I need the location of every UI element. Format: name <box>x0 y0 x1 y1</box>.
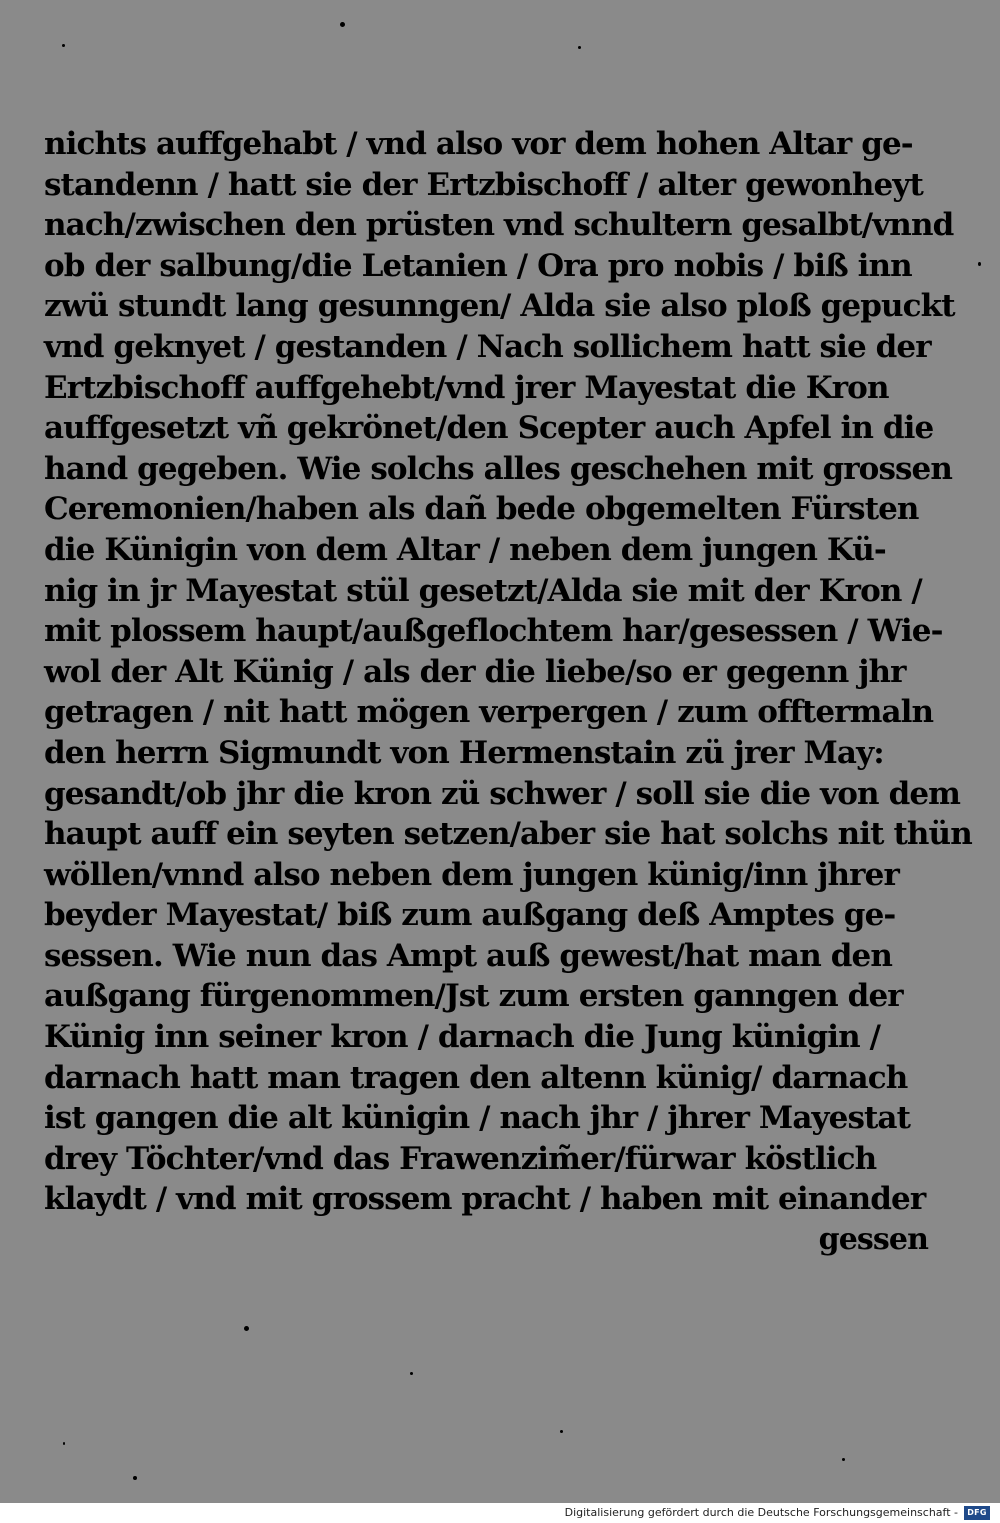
text-line: ist gangen die alt künigin / nach jhr / jhrer Mayestat <box>44 1100 911 1137</box>
catchword: gessen <box>818 1222 928 1258</box>
text-line: haupt auff ein seyten setzen/aber sie hat solchs nit thün <box>44 816 972 853</box>
text-line: wol der Alt Künig / als der die liebe/so er gegenn jhr <box>44 653 906 690</box>
text-line: ob der salbung/die Letanien / Ora pro nobis / biß inn <box>44 247 912 284</box>
scan-speck <box>244 1326 249 1331</box>
text-line: gesandt/ob jhr die kron zü schwer / soll sie die von dem <box>44 775 961 812</box>
dfg-logo: DFG <box>964 1506 990 1520</box>
text-line: hand gegeben. Wie solchs alles geschehen mit grossen <box>44 450 953 487</box>
text-line: außgang fürgenommen/Jst zum ersten ganngen der <box>44 978 903 1015</box>
text-line: nig in jr Mayestat stül gesetzt/Alda sie mit der Kron / <box>44 572 922 609</box>
scan-speck <box>410 1372 413 1375</box>
scan-speck <box>560 1430 563 1433</box>
scan-speck <box>578 46 581 49</box>
text-line: standenn / hatt sie der Ertzbischoff / alter gewonheyt <box>44 166 923 203</box>
body-text <box>44 124 972 1261</box>
text-line: zwü stundt lang gesunngen/ Alda sie also ploß gepuckt <box>44 288 955 325</box>
text-line: den herrn Sigmundt von Hermenstain zü jrer May: <box>44 734 884 771</box>
text-line: Ceremonien/haben als dañ bede obgemelten Fürsten <box>44 491 919 528</box>
text-line: vnd geknyet / gestanden / Nach sollichem hatt sie der <box>44 328 931 365</box>
text-line: die Künigin von dem Altar / neben dem jungen Kü- <box>44 531 886 568</box>
text-line: klaydt / vnd mit grossem pracht / haben mit einander <box>44 1181 926 1218</box>
text-line: Künig inn seiner kron / darnach die Jung künigin / <box>44 1019 881 1056</box>
text-line: wöllen/vnnd also neben dem jungen künig/inn jhrer <box>44 856 899 893</box>
footer-bar <box>0 1503 1000 1523</box>
scan-speck <box>340 22 345 27</box>
text-line: mit plossem haupt/außgeflochtem har/gesessen / Wie- <box>44 613 943 650</box>
text-line: beyder Mayestat/ biß zum außgang deß Amptes ge- <box>44 897 896 934</box>
text-line: nach/zwischen den prüsten vnd schultern gesalbt/vnnd <box>44 207 954 244</box>
funding-credit: Digitalisierung gefördert durch die Deutsche Forschungsgemeinschaft - <box>564 1506 958 1519</box>
scan-speck <box>63 1442 65 1445</box>
text-line: Ertzbischoff auffgehebt/vnd jrer Mayestat die Kron <box>44 369 889 406</box>
text-line: drey Töchter/vnd das Frawenzim̃er/fürwar köstlich <box>44 1140 877 1177</box>
scan-speck <box>978 262 981 266</box>
scan-speck <box>842 1458 845 1461</box>
text-line: nichts auffgehabt / vnd also vor dem hohen Altar ge- <box>44 126 913 162</box>
scan-speck <box>62 44 65 47</box>
scan-speck <box>133 1476 137 1480</box>
text-line: getragen / nit hatt mögen verpergen / zum offtermaln <box>44 694 934 731</box>
text-line: darnach hatt man tragen den altenn künig/ darnach <box>44 1059 908 1096</box>
text-line: auffgesetzt vñ gekrönet/den Scepter auch Apfel in die <box>44 410 934 447</box>
text-line: sessen. Wie nun das Ampt auß gewest/hat man den <box>44 937 893 974</box>
